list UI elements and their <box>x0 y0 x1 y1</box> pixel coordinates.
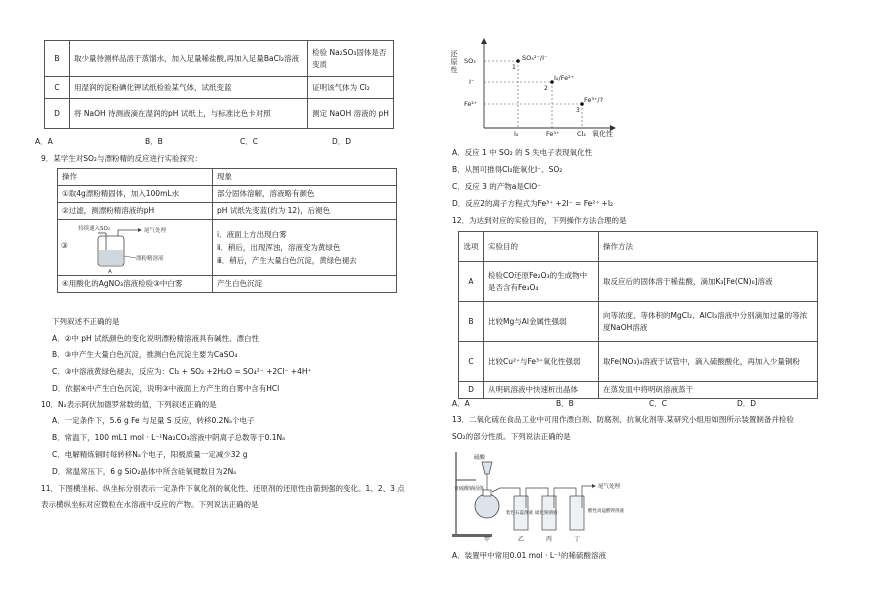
point-label: I₂/Fe²⁺ <box>554 74 575 82</box>
point-number: 1 <box>512 64 516 71</box>
q10-option-a: A．一定条件下，5.6 g Fe 与足量 S 反应，转移0.2Nₐ个电子 <box>52 416 255 425</box>
q12-row-option: D <box>459 382 484 399</box>
table-row <box>459 262 818 302</box>
q9-row-operation: ②过滤，测漂粉精溶液的pH <box>58 203 213 220</box>
q12-header-option: 选项 <box>459 232 484 262</box>
q12-row-goal: 比较Cu²⁺与Fe³⁺氧化性强弱 <box>484 342 599 382</box>
data-point-1 <box>516 59 520 63</box>
table-row <box>58 203 397 220</box>
q12-row-goal: 检验CO还原Fe₂O₃的生成物中是否含有Fe₃O₄ <box>484 262 599 302</box>
tail-gas-label: 尾气处理 <box>144 228 167 234</box>
point-number: 2 <box>544 85 548 92</box>
option-d: D．D <box>332 137 352 146</box>
q9-table <box>57 168 397 293</box>
q13-stem-line2: SO₂的部分性质。下列说法正确的是 <box>452 432 571 441</box>
q8-row-operation: 将 NaOH 待测液滴在湿润的pH 试纸上，与标准比色卡对照 <box>70 99 308 129</box>
x-tick-label: I₂ <box>514 130 519 138</box>
q12-row-method: 在蒸发皿中将明矾溶液蒸干 <box>599 382 818 399</box>
q9-row-operation: ④用酸化的AgNO₃溶液检验③中白雾 <box>58 276 213 293</box>
flask-label: A <box>108 269 112 275</box>
q9-row-phenomenon: 部分固体溶解，溶液略有颜色 <box>213 186 397 203</box>
gas-in-label: 持续通入SO₂ <box>78 226 111 232</box>
point-label: Fe³⁺/? <box>584 96 604 104</box>
q9-stem: 9．某学生对SO₂与漂粉精的反应进行实验探究： <box>41 154 202 163</box>
table-row <box>459 232 818 262</box>
point-label: SO₄²⁻/I⁻ <box>522 54 548 62</box>
q9-header-operation: 操作 <box>58 169 213 186</box>
table-row <box>58 169 397 186</box>
q11-option-c: C．反应 3 的产物a是ClO⁻ <box>452 182 542 191</box>
q8-row-purpose: 证明该气体为 Cl₂ <box>308 77 394 99</box>
q8-row-label: B <box>45 41 70 77</box>
q9-observation-3: ⅲ．稍后，产生大量白色沉淀，黄绿色褪去 <box>217 256 357 265</box>
q9-row-operation: ①取4g漂粉精固体，加入100mL水 <box>58 186 213 203</box>
q12-row-option: C <box>459 342 484 382</box>
table-row <box>58 186 397 203</box>
bottle-label: 紫色石蕊溶液 <box>506 511 533 516</box>
table-row <box>45 99 394 129</box>
option-d: D．D <box>737 399 757 408</box>
q12-row-method: 向等浓度、等体积的MgCl₂、AlCl₃溶液中分别滴加过量的等浓度NaOH溶液 <box>599 302 818 342</box>
q13-stem-line1: 13．二氧化硫在食品工业中可用作漂白剂、防腐剂、抗氧化剂等.某研究小组用如图所示装置制备并检验 <box>452 415 794 424</box>
q12-header-goal: 实验目的 <box>484 232 599 262</box>
option-c: C．C <box>240 137 258 146</box>
bottle-label: 酸性高锰酸钾溶液 <box>588 509 624 514</box>
option-b: B．B <box>145 137 163 146</box>
q11-stem-line1: 11．下图横坐标、纵坐标分别表示一定条件下氧化剂的氧化性、还原剂的还原性由箭到强的变化。1、2、3 点 <box>41 484 405 493</box>
q9-prompt: 下列叙述不正确的是 <box>52 317 120 326</box>
q9-row-operation-apparatus <box>58 220 213 276</box>
y-tick-label: I⁻ <box>469 78 475 86</box>
option-c: C．C <box>649 399 667 408</box>
option-a: A．A <box>452 399 470 408</box>
q10-option-c: C．电解精炼铜时每转移Nₐ个电子，阳极质量一定减少32 g <box>52 450 248 459</box>
q9-observation-2: ⅱ．稍后，出现浑浊，溶液变为黄绿色 <box>217 243 341 252</box>
q8-row-label: C <box>45 77 70 99</box>
q8-row-operation: 用湿润的淀粉碘化钾试纸检验某气体，试纸变蓝 <box>70 77 308 99</box>
q9-option-b: B．③中产生大量白色沉淀，推测白色沉淀主要为CaSO₄ <box>52 350 238 359</box>
q9-row-index: ③ <box>61 241 68 250</box>
x-tick-label: Fe³⁺ <box>546 130 560 138</box>
q11-redox-chart <box>452 38 622 138</box>
apparatus-name: 乙 <box>518 536 525 543</box>
q9-option-d: D．依据④中产生白色沉淀，说明③中液面上方产生的白雾中含有HCl <box>52 384 280 393</box>
solid-label: 亚硫酸钠固体 <box>454 486 485 492</box>
q12-row-method: 取反应后的固体溶于稀盐酸，滴加K₃[Fe(CN)₆]溶液 <box>599 262 818 302</box>
q12-row-option: B <box>459 302 484 342</box>
table-row <box>459 342 818 382</box>
q9-header-phenomenon: 现象 <box>213 169 397 186</box>
y-tick-label: Fe²⁺ <box>464 100 478 108</box>
solution-label: 漂粉精溶液 <box>136 256 164 262</box>
q13-apparatus-diagram <box>452 450 662 542</box>
q9-row-phenomenon: 产生白色沉淀 <box>213 276 397 293</box>
q11-option-a: A．反应 1 中 SO₂ 的 S 失电子表现氧化性 <box>452 148 593 157</box>
apparatus-name: 甲 <box>484 536 491 543</box>
q12-header-method: 操作方法 <box>599 232 818 262</box>
q12-row-option: A <box>459 262 484 302</box>
q8-row-purpose: 检验 Na₂SO₃固体是否变质 <box>308 41 394 77</box>
q9-row-phenomenon: pH 试纸先变蓝(约为 12)，后褪色 <box>213 203 397 220</box>
q13-option-a: A．装置甲中常用0.01 mol · L⁻¹的稀硫酸溶液 <box>452 551 606 560</box>
q9-observation-1: ⅰ．液面上方出现白雾 <box>217 230 287 239</box>
q10-option-b: B．常温下，100 mL1 mol · L⁻¹Na₂CO₃溶液中阴离子总数等于0.1Nₐ <box>52 433 286 442</box>
acid-label: 硫酸 <box>474 455 486 461</box>
y-tick-label: SO₂ <box>464 57 476 65</box>
option-a: A．A <box>35 137 53 146</box>
x-tick-label: Cl₂ <box>577 130 586 138</box>
q9-apparatus-diagram <box>76 222 196 274</box>
table-row <box>45 41 394 77</box>
y-axis-label: 还原性 <box>450 50 458 74</box>
table-row <box>459 302 818 342</box>
q9-option-a: A．②中 pH 试纸颜色的变化说明漂粉精溶液具有碱性、漂白性 <box>52 334 260 343</box>
q11-option-d: D．反应2的离子方程式为Fe³⁺ +2I⁻ = Fe²⁺ +I₂ <box>452 199 614 208</box>
q8-row-operation: 取少量待测样品溶于蒸馏水，加入足量稀盐酸,再加入足量BaCl₂溶液 <box>70 41 308 77</box>
point-number: 3 <box>576 107 580 114</box>
table-row <box>58 276 397 293</box>
table-row <box>45 77 394 99</box>
apparatus-name: 丁 <box>574 536 581 543</box>
q10-stem: 10．Nₐ表示阿伏加德罗常数的值，下列叙述正确的是 <box>41 400 217 409</box>
table-row <box>58 220 397 276</box>
option-b: B．B <box>556 399 574 408</box>
x-axis-label: 氧化性 <box>592 130 613 138</box>
q8-row-purpose: 测定 NaOH 溶液的 pH <box>308 99 394 129</box>
q12-row-method: 取Fe(NO₃)₃溶液于试管中，滴入硫酸酸化，再加入少量铜粉 <box>599 342 818 382</box>
q12-row-goal: 从明矾溶液中快速析出晶体 <box>484 382 599 399</box>
q8-table <box>44 40 394 129</box>
tail-gas-label: 尾气处理 <box>598 484 621 490</box>
q12-stem: 12．为达到对应的实验目的，下列操作方法合理的是 <box>452 216 627 225</box>
q10-option-d: D．常温常压下，6 g SiO₂晶体中所含硅氧键数目为2Nₐ <box>52 467 237 476</box>
q9-row-phenomenon <box>213 220 397 276</box>
q12-table <box>458 231 818 399</box>
q11-option-b: B．从图可推得Cl₂能氧化I⁻、SO₂ <box>452 165 563 174</box>
q8-row-label: D <box>45 99 70 129</box>
q9-option-c: C．③中溶液黄绿色褪去，反应为：Cl₂ + SO₂ +2H₂O = SO₄²⁻ +2Cl⁻ +4H⁺ <box>52 367 312 376</box>
table-row <box>459 382 818 399</box>
apparatus-name: 丙 <box>546 536 553 543</box>
q12-row-goal: 比较Mg与Al金属性强弱 <box>484 302 599 342</box>
bottle-label: 硫化钠溶液 <box>535 511 558 516</box>
q11-stem-line2: 表示横纵坐标对应微粒在水溶液中反应的产物。下列说法正确的是 <box>41 500 259 509</box>
